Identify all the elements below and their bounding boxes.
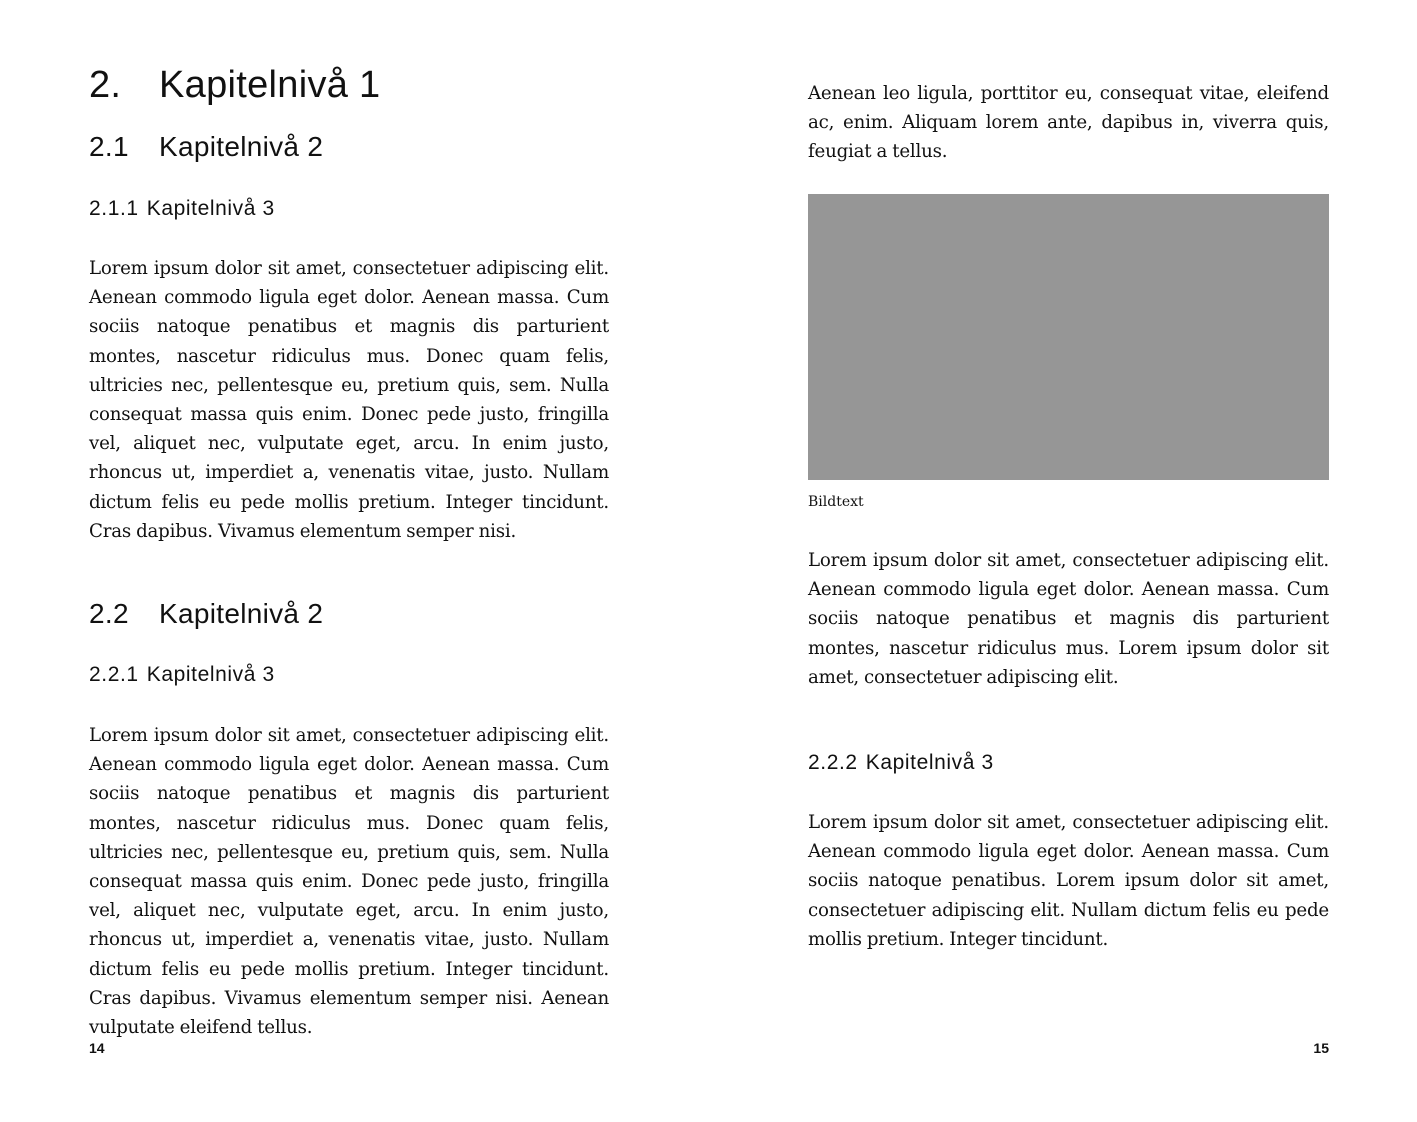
body-paragraph-1: Lorem ipsum dolor sit amet, consectetuer adipiscing elit. Aenean commodo ligula eget dolor. Aenean massa. Cum sociis natoque penatibus et magnis dis parturient montes, nascetur ridiculus mus. Donec quam felis, ultricies nec, pellentesque eu, pretium quis, sem. Nulla consequat massa quis enim. Donec pede justo, fringilla vel, aliquet nec, vulputate eget, arcu. In enim justo, rhoncus ut, imperdiet a, venenatis vitae, justo. Nullam dictum felis eu pede mollis pretium. Integer tincidunt. Cras dapibus. Vivamus elementum semper nisi. xyxy=(89,258,609,542)
heading-section-2-2 xyxy=(89,597,323,631)
heading-title: Kapitelnivå 3 xyxy=(146,197,275,220)
heading-title: Kapitelnivå 2 xyxy=(159,131,324,162)
page-number: 14 xyxy=(89,1040,105,1056)
heading-section-2-1 xyxy=(89,130,323,164)
heading-number: 2.2 xyxy=(89,598,129,629)
body-paragraph-bottom: Lorem ipsum dolor sit amet, consectetuer adipiscing elit. Aenean commodo ligula eget dolor. Aenean massa. Cum sociis natoque penatibus. Lorem ipsum dolor sit amet, consectetuer adipiscing elit. Nullam dictum felis eu pede mollis pretium. Integer tincidunt. xyxy=(808,812,1329,950)
heading-number: 2.1.1 xyxy=(89,197,139,220)
body-paragraph-top: Aenean leo ligula, porttitor eu, consequat vitae, eleifend ac, enim. Aliquam lorem ante, dapibus in, viverra quis, feugiat a tellus. xyxy=(808,83,1329,163)
heading-title: Kapitelnivå 1 xyxy=(159,64,381,106)
heading-subsection-2-1-1 xyxy=(89,195,275,223)
figure-image-placeholder xyxy=(808,194,1329,480)
heading-title: Kapitelnivå 3 xyxy=(865,751,994,774)
heading-number: 2.1 xyxy=(89,131,129,162)
right-page xyxy=(808,0,1329,1122)
body-paragraph-2: Lorem ipsum dolor sit amet, consectetuer adipiscing elit. Aenean commodo ligula eget dolor. Aenean massa. Cum sociis natoque penatibus et magnis dis parturient montes, nascetur ridiculus mus. Donec quam felis, ultricies nec, pellentesque eu, pretium quis, sem. Nulla consequat massa quis enim. Donec pede justo, fringilla vel, aliquet nec, vulputate eget, arcu. In enim justo, rhoncus ut, imperdiet a, venenatis vitae, justo. Nullam dictum felis eu pede mollis pretium. Integer tincidunt. Cras dapibus. Vivamus elementum semper nisi. Aenean vulputate eleifend tellus. xyxy=(89,725,609,1039)
heading-number: 2.2.1 xyxy=(89,663,139,686)
heading-number: 2.2.2 xyxy=(808,751,858,774)
left-page xyxy=(89,0,609,1122)
heading-number: 2. xyxy=(89,64,122,106)
page-number: 15 xyxy=(1313,1040,1329,1056)
figure-caption: Bildtext xyxy=(808,494,864,510)
heading-chapter-2 xyxy=(89,63,381,107)
heading-subsection-2-2-2 xyxy=(808,749,994,777)
heading-subsection-2-2-1 xyxy=(89,661,275,689)
heading-title: Kapitelnivå 2 xyxy=(159,598,324,629)
heading-title: Kapitelnivå 3 xyxy=(146,663,275,686)
body-paragraph-mid: Lorem ipsum dolor sit amet, consectetuer adipiscing elit. Aenean commodo ligula eget dolor. Aenean massa. Cum sociis natoque penatibus et magnis dis parturient montes, nascetur ridiculus mus. Lorem ipsum dolor sit amet, consectetuer adipiscing elit. xyxy=(808,550,1329,688)
